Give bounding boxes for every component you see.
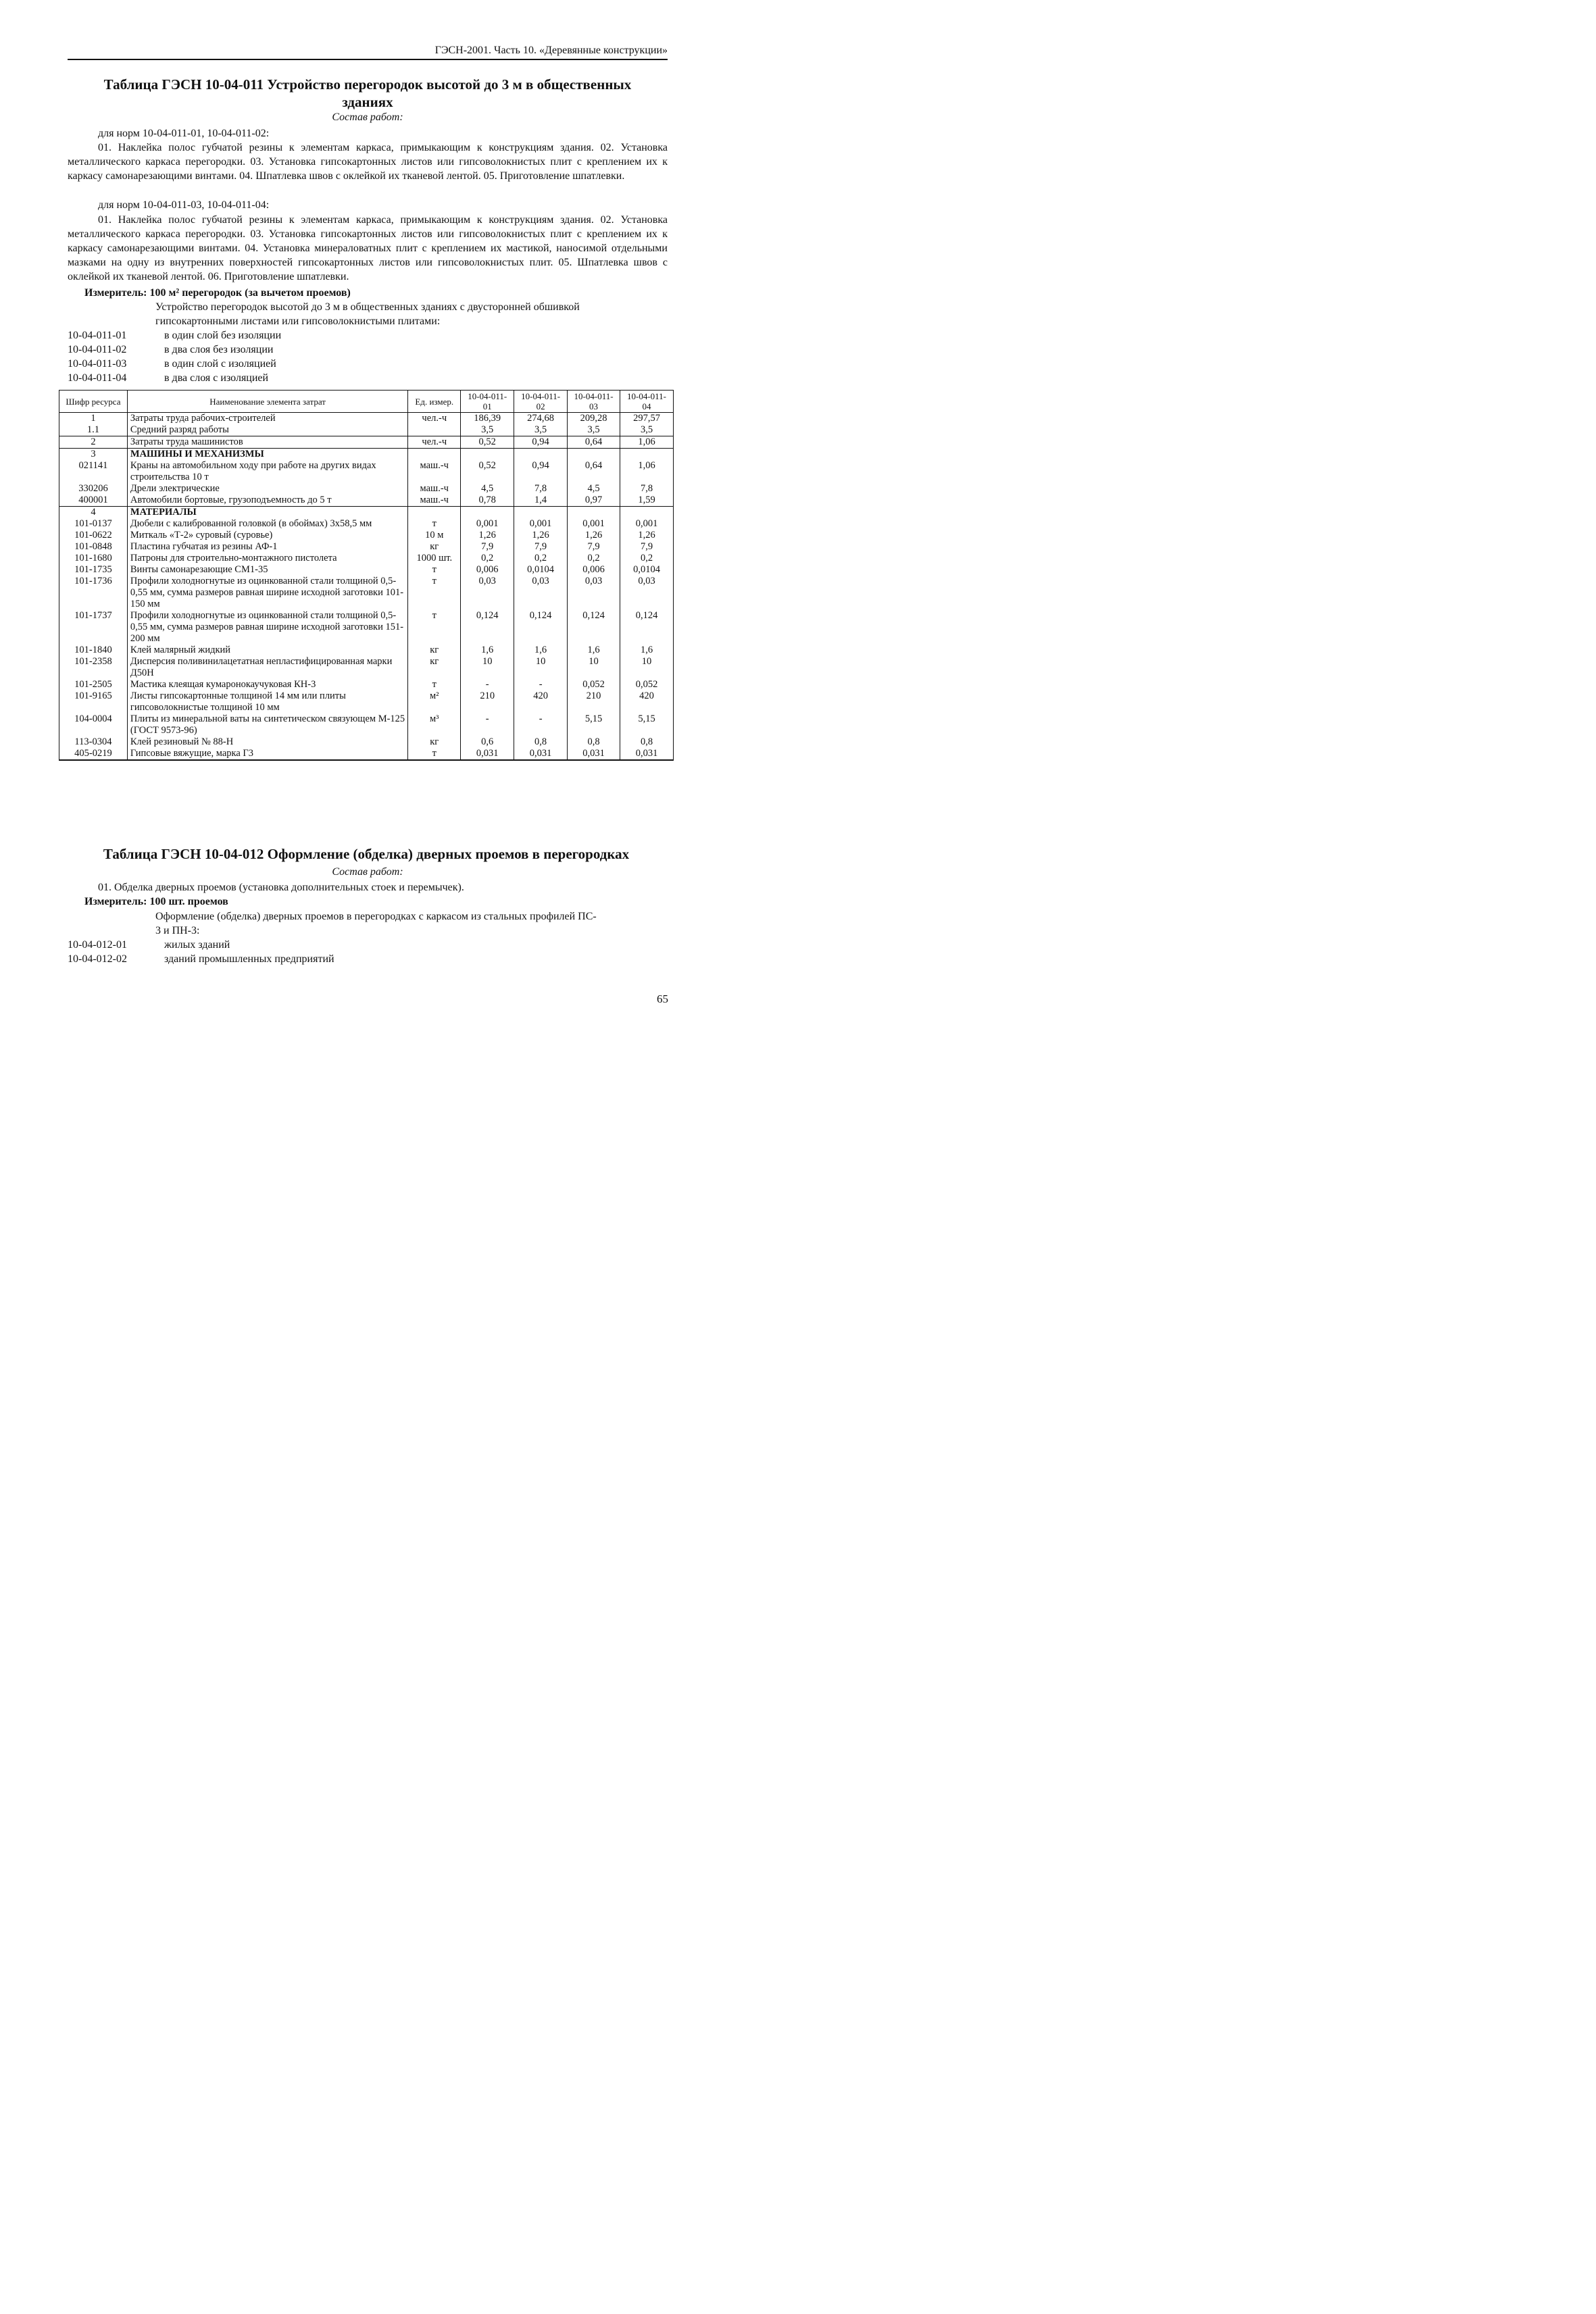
cell-norm-04: 1,6: [620, 645, 674, 656]
cell-resource-code: 101-0137: [59, 518, 128, 530]
cell-norm-03: 0,052: [568, 679, 620, 690]
cell-norm-04: 0,052: [620, 679, 674, 690]
cell-resource-code: 1: [59, 413, 128, 425]
table-row: [59, 690, 674, 713]
cell-unit: т: [408, 748, 461, 760]
cell-norm-04: 0,001: [620, 518, 674, 530]
cell-norm-04: 1,06: [620, 436, 674, 449]
cell-element-name: Средний разряд работы: [127, 424, 407, 436]
cell-resource-code: 101-9165: [59, 690, 128, 713]
cell-norm-01: 0,78: [461, 495, 514, 507]
cell-resource-code: 330206: [59, 483, 128, 495]
cell-norm-03: 3,5: [568, 424, 620, 436]
code-id: 10-04-011-02: [68, 344, 127, 355]
header-element-name: Наименование элемента затрат: [127, 391, 407, 413]
cell-resource-code: 113-0304: [59, 736, 128, 748]
cell-norm-01: 0,03: [461, 576, 514, 610]
cell-norm-02: 0,8: [514, 736, 568, 748]
cell-norm-03: 0,64: [568, 436, 620, 449]
table-row: [59, 424, 674, 436]
cell-norm-02: 0,94: [514, 436, 568, 449]
code-id: 10-04-011-04: [68, 372, 127, 384]
description-1: [155, 300, 669, 328]
cell-norm-03: 0,124: [568, 610, 620, 645]
cell-resource-code: 101-0848: [59, 541, 128, 553]
cell-norm-03: 1,6: [568, 645, 620, 656]
cell-norm-02: [514, 449, 568, 461]
cell-resource-code: 2: [59, 436, 128, 449]
cell-norm-02: [514, 507, 568, 519]
cell-unit: 10 м: [408, 530, 461, 541]
cell-norm-03: 0,03: [568, 576, 620, 610]
cell-unit: кг: [408, 656, 461, 679]
cell-norm-02: 274,68: [514, 413, 568, 425]
cell-element-name: Дюбели с калиброванной головкой (в обоймах) 3x58,5 мм: [127, 518, 407, 530]
code-item: [68, 938, 334, 952]
measure-label-2: Измеритель: 100 шт. проемов: [84, 896, 228, 907]
code-item: [68, 371, 281, 385]
cell-norm-03: [568, 507, 620, 519]
cell-norm-01: 0,52: [461, 436, 514, 449]
cell-resource-code: 101-1737: [59, 610, 128, 645]
cell-norm-01: 210: [461, 690, 514, 713]
cell-norm-03: 0,64: [568, 460, 620, 483]
cell-norm-04: 3,5: [620, 424, 674, 436]
code-text: в один слой без изоляции: [164, 330, 282, 341]
cell-norm-03: [568, 449, 620, 461]
header-resource-code: Шифр ресурса: [59, 391, 128, 413]
cell-resource-code: 101-1680: [59, 553, 128, 564]
work-composition-label-2: Состав работ:: [332, 866, 403, 878]
cell-norm-01: 186,39: [461, 413, 514, 425]
table-body: [59, 413, 674, 761]
cell-norm-04: [620, 449, 674, 461]
table-row: [59, 507, 674, 519]
cell-element-name: Затраты труда машинистов: [127, 436, 407, 449]
cell-norm-04: 7,8: [620, 483, 674, 495]
code-text: в два слоя с изоляцией: [164, 372, 269, 384]
description-1-line1: Устройство перегородок высотой до 3 м в общественных зданиях с двусторонней обшивкой: [155, 301, 580, 313]
table-row: [59, 518, 674, 530]
cell-norm-01: 1,6: [461, 645, 514, 656]
code-list-1: [68, 328, 281, 385]
code-item: [68, 343, 281, 357]
cell-resource-code: 4: [59, 507, 128, 519]
cell-unit: кг: [408, 736, 461, 748]
cell-norm-02: 420: [514, 690, 568, 713]
cell-norm-02: 1,26: [514, 530, 568, 541]
table-row: [59, 553, 674, 564]
cell-resource-code: 400001: [59, 495, 128, 507]
norms-a-label: для норм 10-04-011-01, 10-04-011-02:: [98, 128, 270, 139]
cell-norm-02: 3,5: [514, 424, 568, 436]
cell-unit: [408, 449, 461, 461]
cell-resource-code: 101-1735: [59, 564, 128, 576]
cell-norm-04: 0,031: [620, 748, 674, 760]
table-row: [59, 483, 674, 495]
cell-resource-code: 101-2505: [59, 679, 128, 690]
table-row: [59, 736, 674, 748]
cell-norm-02: 10: [514, 656, 568, 679]
header-norm-02: 10-04-011-02: [514, 391, 568, 413]
cell-unit: т: [408, 564, 461, 576]
cell-norm-02: 0,031: [514, 748, 568, 760]
cell-norm-02: -: [514, 713, 568, 736]
cell-norm-03: 5,15: [568, 713, 620, 736]
code-text: зданий промышленных предприятий: [164, 953, 334, 965]
table-row: [59, 530, 674, 541]
cell-element-name: Краны на автомобильном ходу при работе на других видах строительства 10 т: [127, 460, 407, 483]
header-norm-01: 10-04-011-01: [461, 391, 514, 413]
cell-element-name: Винты самонарезающие СМ1-35: [127, 564, 407, 576]
cell-norm-03: 0,006: [568, 564, 620, 576]
table-row: [59, 748, 674, 760]
cell-norm-03: 4,5: [568, 483, 620, 495]
cell-norm-04: 0,03: [620, 576, 674, 610]
cell-unit: маш.-ч: [408, 483, 461, 495]
cell-norm-01: -: [461, 679, 514, 690]
cell-element-name: Мастика клеящая кумаронокаучуковая КН-3: [127, 679, 407, 690]
description-2-line1: Оформление (обделка) дверных проемов в перегородках с каркасом из стальных профилей ПС-: [155, 911, 597, 922]
cell-norm-01: 1,26: [461, 530, 514, 541]
cell-norm-03: 0,8: [568, 736, 620, 748]
cell-element-name: Клей резиновый № 88-Н: [127, 736, 407, 748]
table-title-1-line1: Таблица ГЭСН 10-04-011 Устройство перегородок высотой до 3 м в общественных: [103, 76, 632, 93]
description-1-line2: гипсокартонными листами или гипсоволокнистыми плитами:: [155, 316, 441, 327]
cell-unit: т: [408, 679, 461, 690]
cell-unit: маш.-ч: [408, 495, 461, 507]
table-row: [59, 541, 674, 553]
code-item: [68, 357, 281, 371]
cell-unit: чел.-ч: [408, 413, 461, 425]
cell-element-name: Профили холодногнутые из оцинкованной стали толщиной 0,5-0,55 мм, сумма размеров равная ширине исходной заготовки 101-150 мм: [127, 576, 407, 610]
cell-unit: м²: [408, 690, 461, 713]
cell-resource-code: 101-0622: [59, 530, 128, 541]
cell-resource-code: 101-1840: [59, 645, 128, 656]
cell-element-name: Профили холодногнутые из оцинкованной стали толщиной 0,5-0,55 мм, сумма размеров равная ширине исходной заготовки 151-200 мм: [127, 610, 407, 645]
cell-element-name: МАШИНЫ И МЕХАНИЗМЫ: [127, 449, 407, 461]
cell-norm-02: 7,9: [514, 541, 568, 553]
cell-element-name: Пластина губчатая из резины АФ-1: [127, 541, 407, 553]
header-norm-03: 10-04-011-03: [568, 391, 620, 413]
cell-unit: т: [408, 576, 461, 610]
cell-norm-03: 1,26: [568, 530, 620, 541]
cell-norm-04: 0,8: [620, 736, 674, 748]
cell-unit: м³: [408, 713, 461, 736]
table-row: [59, 576, 674, 610]
cell-element-name: Клей малярный жидкий: [127, 645, 407, 656]
cell-norm-03: 209,28: [568, 413, 620, 425]
running-header: ГЭСН-2001. Часть 10. «Деревянные конструкции»: [68, 45, 668, 60]
cell-element-name: Затраты труда рабочих-строителей: [127, 413, 407, 425]
norms-b-label: для норм 10-04-011-03, 10-04-011-04:: [98, 199, 270, 211]
code-id: 10-04-012-01: [68, 939, 127, 951]
cell-unit: маш.-ч: [408, 460, 461, 483]
code-item: [68, 952, 334, 966]
cell-norm-02: 0,94: [514, 460, 568, 483]
cell-element-name: Автомобили бортовые, грузоподъемность до 5 т: [127, 495, 407, 507]
cell-norm-03: 0,031: [568, 748, 620, 760]
cell-norm-04: 297,57: [620, 413, 674, 425]
table-title-1: [68, 76, 668, 111]
header-norm-04: 10-04-011-04: [620, 391, 674, 413]
cell-norm-04: [620, 507, 674, 519]
cell-element-name: Дисперсия поливинилацетатная непластифицированная марки Д50Н: [127, 656, 407, 679]
table-header-row: [59, 391, 674, 413]
cell-norm-02: 1,6: [514, 645, 568, 656]
cell-norm-01: [461, 507, 514, 519]
code-item: [68, 328, 281, 343]
cell-norm-04: 0,2: [620, 553, 674, 564]
description-2-line2: 3 и ПН-3:: [155, 925, 200, 936]
table-row: [59, 413, 674, 425]
cell-resource-code: 101-2358: [59, 656, 128, 679]
cell-unit: 1000 шт.: [408, 553, 461, 564]
cell-norm-03: 210: [568, 690, 620, 713]
cell-element-name: Плиты из минеральной ваты на синтетическом связующем М-125 (ГОСТ 9573-96): [127, 713, 407, 736]
work-composition-label: Состав работ:: [332, 111, 403, 123]
code-id: 10-04-011-01: [68, 330, 127, 341]
cell-norm-01: 0,6: [461, 736, 514, 748]
table-row: [59, 436, 674, 449]
cell-norm-04: 420: [620, 690, 674, 713]
cell-unit: кг: [408, 645, 461, 656]
table-title-2: Таблица ГЭСН 10-04-012 Оформление (обделка) дверных проемов в перегородках: [103, 846, 630, 862]
cell-norm-04: 1,06: [620, 460, 674, 483]
cell-norm-02: 1,4: [514, 495, 568, 507]
code-text: в два слоя без изоляции: [164, 344, 274, 355]
table-title-1-line2: зданиях: [342, 94, 393, 110]
cell-norm-01: 0,001: [461, 518, 514, 530]
code-id: 10-04-012-02: [68, 953, 127, 965]
cell-unit: кг: [408, 541, 461, 553]
cell-element-name: Листы гипсокартонные толщиной 14 мм или плиты гипсоволокнистые толщиной 10 мм: [127, 690, 407, 713]
cell-unit: т: [408, 610, 461, 645]
cell-resource-code: 021141: [59, 460, 128, 483]
cell-element-name: МАТЕРИАЛЫ: [127, 507, 407, 519]
code-text: жилых зданий: [164, 939, 230, 951]
table-row: [59, 449, 674, 461]
cell-norm-02: 0,2: [514, 553, 568, 564]
cell-resource-code: 101-1736: [59, 576, 128, 610]
cell-norm-01: 0,124: [461, 610, 514, 645]
page-number: 65: [657, 992, 668, 1005]
code-list-2: [68, 938, 334, 966]
table-row: [59, 656, 674, 679]
cell-norm-01: 0,2: [461, 553, 514, 564]
description-2: [155, 909, 669, 938]
works-2-text: 01. Обделка дверных проемов (установка дополнительных стоек и перемычек).: [98, 882, 464, 893]
cell-resource-code: 104-0004: [59, 713, 128, 736]
cell-resource-code: 3: [59, 449, 128, 461]
table-row: [59, 645, 674, 656]
cell-norm-04: 0,124: [620, 610, 674, 645]
table-row: [59, 564, 674, 576]
cell-element-name: Дрели электрические: [127, 483, 407, 495]
cell-unit: [408, 507, 461, 519]
cell-norm-03: 7,9: [568, 541, 620, 553]
table-row: [59, 713, 674, 736]
cell-norm-03: 0,2: [568, 553, 620, 564]
cell-norm-04: 10: [620, 656, 674, 679]
table-row: [59, 610, 674, 645]
header-unit: Ед. измер.: [408, 391, 461, 413]
cell-norm-01: 0,031: [461, 748, 514, 760]
cell-resource-code: 405-0219: [59, 748, 128, 760]
cell-norm-03: 0,97: [568, 495, 620, 507]
cell-norm-02: 0,001: [514, 518, 568, 530]
cell-norm-02: 0,124: [514, 610, 568, 645]
cell-element-name: Миткаль «Т-2» суровый (суровье): [127, 530, 407, 541]
table-row: [59, 460, 674, 483]
cell-norm-01: 7,9: [461, 541, 514, 553]
cell-norm-01: 0,52: [461, 460, 514, 483]
cell-norm-02: 0,03: [514, 576, 568, 610]
cell-norm-01: 10: [461, 656, 514, 679]
measure-label-1: Измеритель: 100 м² перегородок (за вычетом проемов): [84, 287, 351, 299]
resource-table: [59, 390, 674, 761]
table-row: [59, 679, 674, 690]
cell-norm-02: -: [514, 679, 568, 690]
cell-norm-04: 0,0104: [620, 564, 674, 576]
code-id: 10-04-011-03: [68, 358, 127, 370]
cell-norm-01: 0,006: [461, 564, 514, 576]
cell-norm-03: 10: [568, 656, 620, 679]
cell-unit: [408, 424, 461, 436]
cell-norm-04: 1,59: [620, 495, 674, 507]
cell-norm-01: 4,5: [461, 483, 514, 495]
works-a-text: 01. Наклейка полос губчатой резины к элементам каркаса, примыкающим к конструкциям здания. 02. Установка металлического каркаса перегородки. 03. Установка гипсокартонных листов или гипсоволокнистых плит с креплением их к каркасу самонарезающими винтами. 04. Шпатлевка швов с оклейкой их тканевой лентой. 05. Приготовление шпатлевки.: [68, 142, 668, 182]
cell-norm-04: 1,26: [620, 530, 674, 541]
cell-resource-code: 1.1: [59, 424, 128, 436]
table-row: [59, 495, 674, 507]
cell-norm-02: 7,8: [514, 483, 568, 495]
works-b-text: 01. Наклейка полос губчатой резины к элементам каркаса, примыкающим к конструкциям здания. 02. Установка металлического каркаса перегородки. 03. Установка гипсокартонных листов или гипсоволокнистых плит с креплением их к каркасу самонарезающими винтами. 04. Установка минераловатных плит с креплением их мастикой, наносимой отдельными мазками на одну из внутренних поверхностей гипсокартонных листов или гипсоволокнистых плит. 05. Шпатлевка швов с оклейкой их тканевой лентой. 06. Приготовление шпатлевки.: [68, 214, 668, 282]
cell-unit: чел.-ч: [408, 436, 461, 449]
cell-unit: т: [408, 518, 461, 530]
cell-norm-04: 7,9: [620, 541, 674, 553]
cell-element-name: Патроны для строительно-монтажного пистолета: [127, 553, 407, 564]
cell-norm-04: 5,15: [620, 713, 674, 736]
cell-norm-01: -: [461, 713, 514, 736]
code-text: в один слой с изоляцией: [164, 358, 276, 370]
cell-norm-03: 0,001: [568, 518, 620, 530]
cell-element-name: Гипсовые вяжущие, марка Г3: [127, 748, 407, 760]
cell-norm-01: [461, 449, 514, 461]
cell-norm-02: 0,0104: [514, 564, 568, 576]
cell-norm-01: 3,5: [461, 424, 514, 436]
